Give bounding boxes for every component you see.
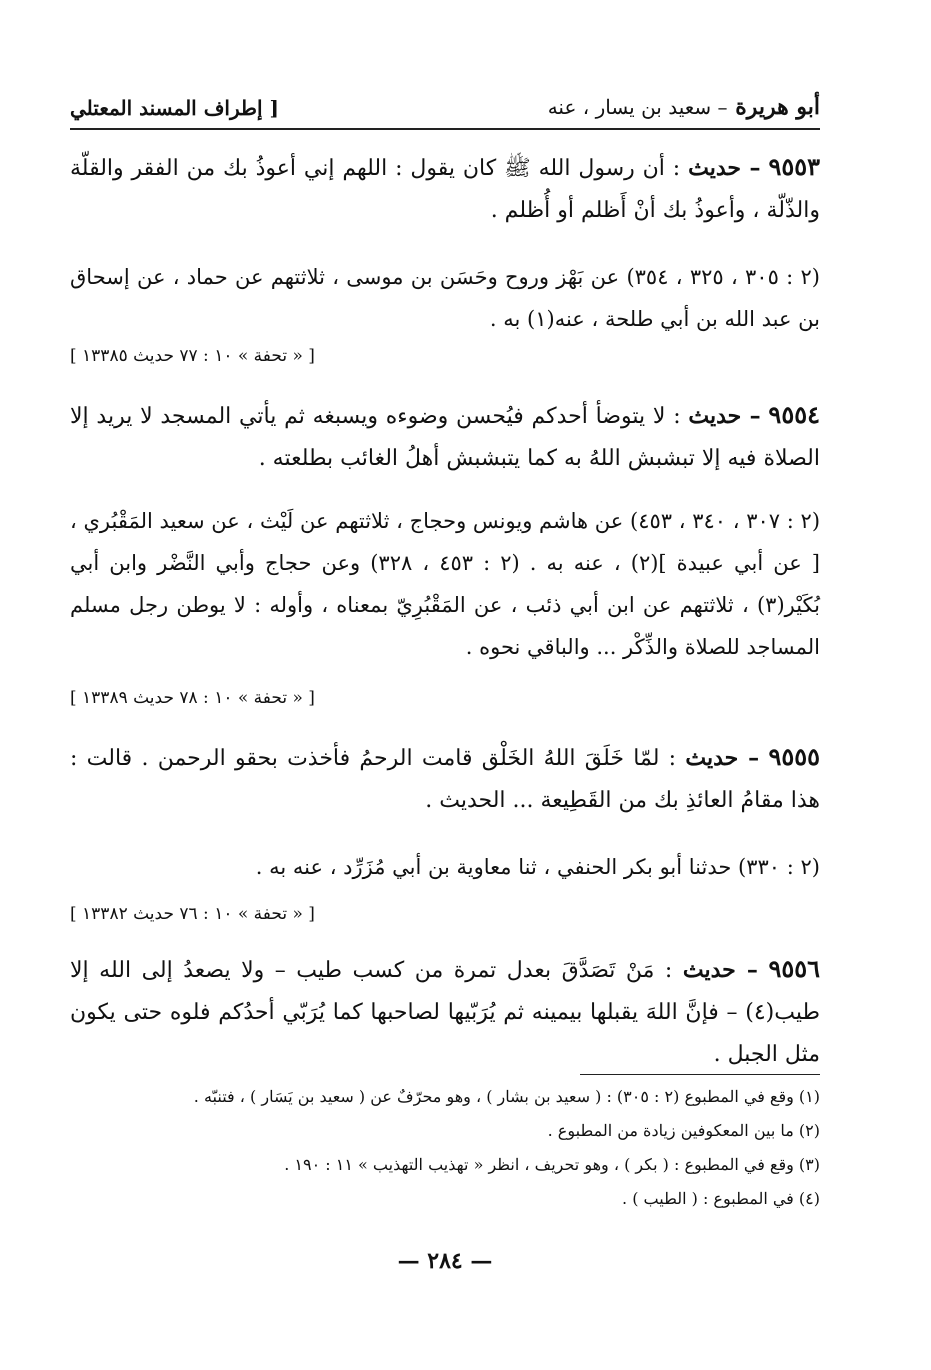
hadith-number: ٩٥٥٣ [768, 152, 820, 181]
hadith-number: ٩٥٥٦ [768, 954, 821, 983]
footnote-divider [580, 1074, 820, 1075]
header-right-title [548, 94, 820, 120]
isnad-chain: (٢ : ٣٠٧ ، ٣٤٠ ، ٤٥٣) عن هاشم ويونس وحجاج ، ثلاثتهم عن لَيْث ، عن سعيد المَقْبُري ، [ عن أبي عبيدة ](٢) ، عنه به . (٢ : ٤٥٣ ، ٣٢٨) وعن حجاج وأبي النَّضْر وابن أبي بُكَيْر(٣) ، ثلاثتهم عن ابن أبي ذئب ، عن المَقْبُرِيّ بمعناه ، وأوله : لا يوطن رجل مسلم المساجد للصلاة والذِّكْر ... والباقي نحوه . [70, 509, 821, 659]
footnote: (٣) وقع في المطبوع : ( بكر ) ، وهو تحريف ، انظر « تهذيب التهذيب » ١١ : ١٩٠ . [284, 1155, 820, 1174]
hadith-entry: ٩٥٥٥ – حديث : لمّا خَلَقَ اللهُ الخَلْق قامت الرحمُ فأخذت بحقو الرحمن . قالت : هذا مقامُ العائذِ بك من القَطِيعة ... الحديث . [70, 742, 820, 813]
footnotes [70, 1080, 820, 1216]
footnote: (٤) في المطبوع : ( الطيب ) . [622, 1189, 820, 1208]
hadith-entry: ٩٥٥٦ – حديث : مَنْ تَصَدَّقَ بعدل تمرة من كسب طيب – ولا يصعدُ إلى الله إلا طيب(٤) – فإنَّ اللهَ يقبلها بيمينه ثم يُرَبّيها لصاحبها كما يُرَبّي أحدُكم فلوه حتى يكون مثل الجبل . [70, 954, 821, 1067]
footnote: (٢) ما بين المعكوفين زيادة من المطبوع . [547, 1121, 820, 1140]
hadith-entry: ٩٥٥٤ – حديث : لا يتوضأ أحدكم فيُحسن وضوءه ويسبغه ثم يأتي المسجد لا يريد إلا الصلاة فيه إلا تبشبش اللهُ به كما يتبشبش أهلُ الغائب بطلعته . [70, 400, 820, 471]
tuhfa-reference: [ « تحفة » ١٠ : ٧٧ حديث ١٣٣٨٥ ] [70, 346, 315, 366]
book-page [70, 88, 820, 1318]
hadith-text: : لمّا خَلَقَ اللهُ الخَلْق قامت الرحمُ فأخذت بحقو الرحمن . قالت : هذا مقامُ العائذِ بك من القَطِيعة ... الحديث . [70, 746, 820, 813]
hadith-label: حديث [688, 403, 742, 429]
hadith-text: : لا يتوضأ أحدكم فيُحسن وضوءه ويسبغه ثم يأتي المسجد لا يريد إلا الصلاة فيه إلا تبشبش اللهُ به كما يتبشبش أهلُ الغائب بطلعته . [70, 404, 820, 471]
hadith-label: حديث [688, 155, 741, 181]
hadith-entry: ٩٥٥٣ – حديث : أن رسول الله ﷺ كان يقول : اللهم إني أعوذُ بك من الفقر والقلّة والذّلّة ، وأعوذُ بك أنْ أَظلم أو أُظلم . [70, 152, 820, 223]
isnad-chain: (٢ : ٣٣٠) حدثنا أبو بكر الحنفي ، ثنا معاوية بن أبي مُزَرِّد ، عنه به . [255, 855, 820, 879]
hadith-label: حديث [685, 745, 739, 771]
header-book-title: [ إطراف المسند المعتلي [70, 96, 279, 120]
page-number: — ٢٨٤ — [397, 1248, 493, 1274]
hadith-text: : أن رسول الله ﷺ كان يقول : اللهم إني أعوذُ بك من الفقر والقلّة والذّلّة ، وأعوذُ بك أنْ أَظلم أو أُظلم . [70, 156, 820, 223]
running-header [70, 88, 820, 130]
header-narrator: أبو هريرة [735, 94, 820, 120]
hadith-number: ٩٥٥٥ [768, 742, 820, 771]
header-subtitle: – سعيد بن يسار ، عنه [547, 95, 728, 119]
hadith-text: : مَنْ تَصَدَّقَ بعدل تمرة من كسب طيب – ولا يصعدُ إلى الله إلا طيب(٤) – فإنَّ اللهَ يقبلها بيمينه ثم يُرَبّيها لصاحبها كما يُرَبّي أحدُكم فلوه حتى يكون مثل الجبل . [70, 958, 820, 1067]
hadith-label: حديث [682, 957, 736, 983]
tuhfa-reference: [ « تحفة » ١٠ : ٧٨ حديث ١٣٣٨٩ ] [70, 688, 315, 708]
isnad-chain: (٢ : ٣٠٥ ، ٣٢٥ ، ٣٥٤) عن بَهْز وروح وحَسَن بن موسى ، ثلاثتهم عن حماد ، عن إسحاق بن عبد الله بن أبي طلحة ، عنه(١) به . [70, 265, 820, 331]
footnote: (١) وقع في المطبوع (٢ : ٣٠٥) : ( سعيد بن بشار ) ، وهو محرّفٌ عن ( سعيد بن يَسَار ) ، فتنبّه . [193, 1087, 820, 1106]
hadith-number: ٩٥٥٤ [768, 400, 820, 429]
tuhfa-reference: [ « تحفة » ١٠ : ٧٦ حديث ١٣٣٨٢ ] [70, 904, 315, 924]
